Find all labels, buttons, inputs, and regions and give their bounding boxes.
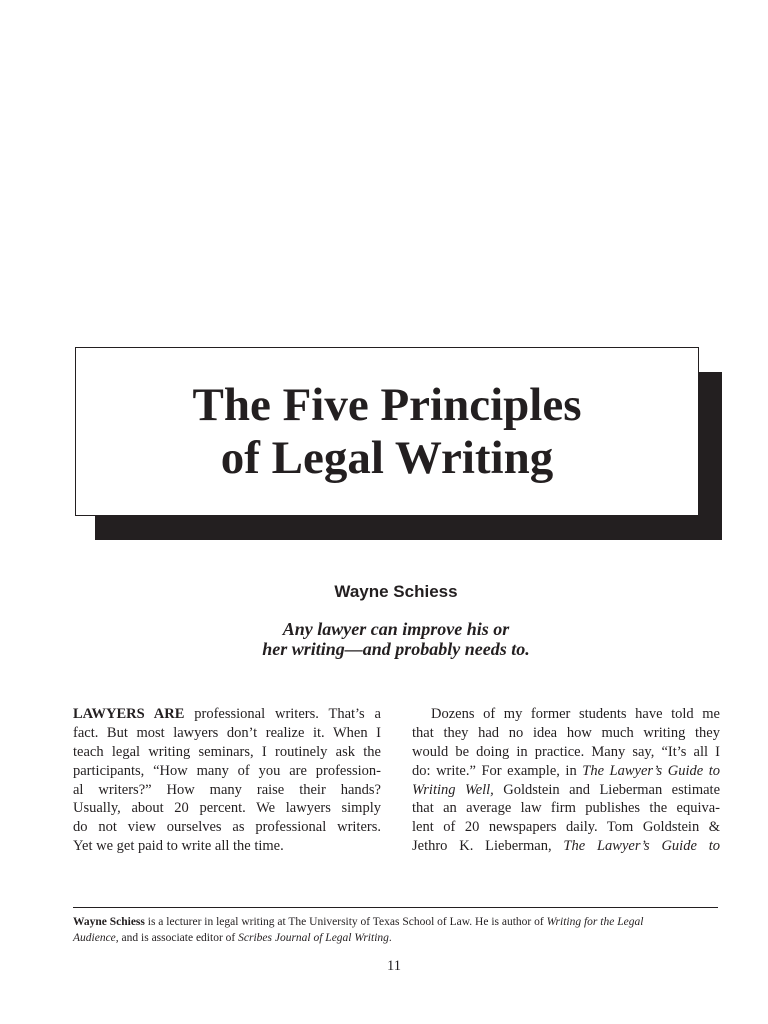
footnote-book-title: Writing for the Legal	[546, 916, 644, 928]
subtitle-line-1: Any lawyer can improve his or	[282, 619, 510, 639]
article-title-line-2: of Legal Writing	[220, 431, 554, 484]
book-title-italic: The Lawyer’s Guide to	[563, 838, 720, 855]
footnote-journal-title: Scribes Journal of Legal Writing	[238, 932, 389, 944]
left-line-4: participants, “How many of you are profession-	[73, 762, 381, 779]
footnote-divider	[73, 907, 718, 908]
left-line-7: do not view ourselves as professional writers.	[73, 819, 381, 836]
left-line-3: teach legal writing seminars, I routinely ask the	[73, 743, 381, 760]
left-line-6: Usually, about 20 percent. We lawyers simply	[73, 800, 381, 817]
right-line-4: do: write.” For example, in The Lawyer’s Guide to	[412, 762, 720, 779]
author-name: Wayne Schiess	[334, 582, 458, 601]
title-box	[75, 347, 699, 516]
article-title-line-1: The Five Principles	[192, 378, 582, 431]
left-line-8: Yet we get paid to write all the time.	[73, 838, 284, 855]
author-footnote: Wayne Schiess is a lecturer in legal writing at The University of Texas School of Law. He is author of Writing for the Legal Audience, and is associate editor of Scribes Journal of Legal Writing.	[73, 916, 644, 944]
right-line-8: Jethro K. Lieberman, The Lawyer’s Guide to	[412, 838, 720, 855]
book-title-italic: Writing Well,	[412, 781, 494, 798]
left-column	[73, 705, 381, 856]
subtitle	[0, 619, 768, 659]
lead-in-words: LAWYERS ARE	[73, 706, 185, 722]
right-line-5: Writing Well, Goldstein and Lieberman estimate	[412, 781, 720, 798]
right-line-2: that they had no idea how much writing they	[412, 724, 720, 741]
left-line-1: LAWYERS ARE professional writers. That’s a	[73, 706, 381, 722]
footnote-author-name: Wayne Schiess	[73, 916, 145, 928]
subtitle-line-2: her writing—and probably needs to.	[262, 639, 530, 659]
left-line-2: fact. But most lawyers don’t realize it. When I	[73, 724, 381, 741]
book-title-italic: The Lawyer’s Guide to	[582, 762, 720, 779]
right-line-6: that an average law firm publishes the equiva-	[412, 800, 720, 817]
right-line-1: Dozens of my former students have told me	[431, 706, 720, 722]
footnote-book-title-cont: Audience,	[73, 932, 119, 944]
page-number: 11	[387, 958, 401, 974]
right-line-7: lent of 20 newspapers daily. Tom Goldstein &	[412, 819, 720, 836]
left-line-5: al writers?” How many raise their hands?	[73, 781, 381, 798]
right-column	[412, 705, 720, 856]
right-line-3: would be doing in practice. Many say, “It’s all I	[412, 743, 720, 760]
